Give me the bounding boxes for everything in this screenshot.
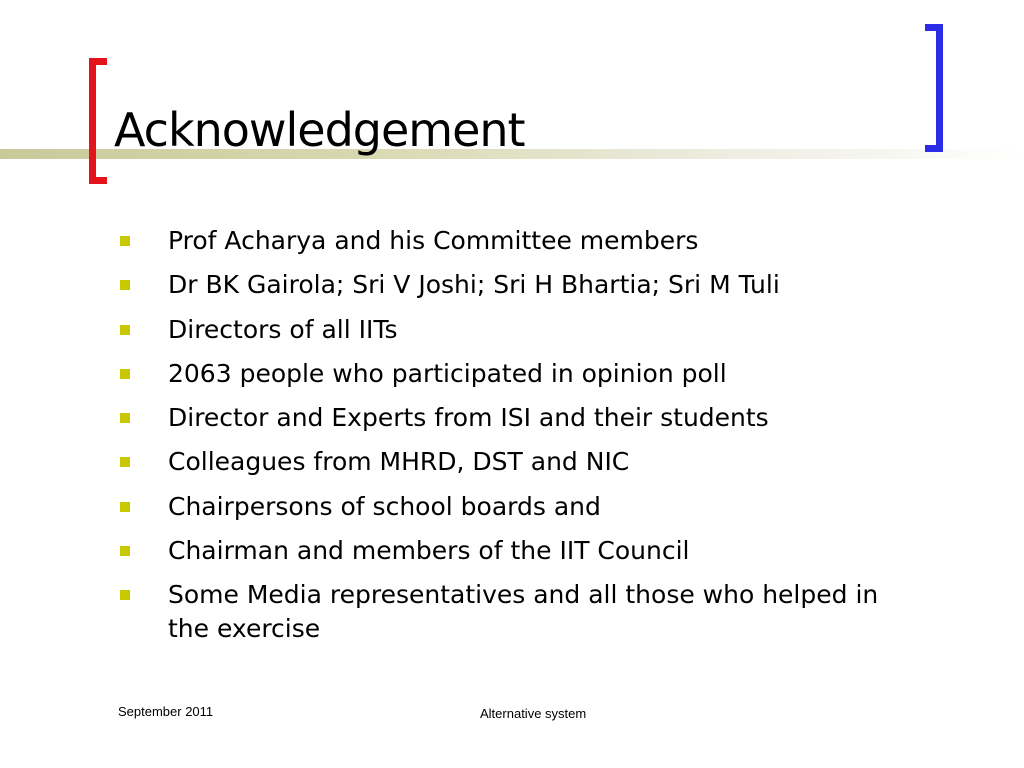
square-bullet-icon (120, 546, 130, 556)
bullet-text: Prof Acharya and his Committee members (168, 226, 699, 255)
square-bullet-icon (120, 457, 130, 467)
bullet-item (118, 268, 918, 302)
bullet-item (118, 534, 918, 568)
square-bullet-icon (120, 413, 130, 423)
slide-title: Acknowledgement (114, 103, 525, 157)
bullet-item (118, 445, 918, 479)
bullet-text: Dr BK Gairola; Sri V Joshi; Sri H Bhartia; Sri M Tuli (168, 270, 780, 300)
bullet-text: Colleagues from MHRD, DST and NIC (168, 447, 630, 477)
square-bullet-icon (120, 280, 130, 290)
bullet-text: 2063 people who participated in opinion poll (168, 358, 727, 388)
square-bullet-icon (120, 502, 130, 512)
bullet-text: Chairman and members of the IIT Council (168, 536, 690, 566)
square-bullet-icon (120, 369, 130, 379)
bullet-item (118, 490, 918, 524)
bullet-text: Director and Experts from ISI and their students (168, 403, 769, 433)
footer-label: Alternative system (480, 706, 587, 721)
bullet-item (118, 313, 918, 347)
bullet-item (118, 224, 918, 258)
left-bracket-decoration (89, 58, 107, 184)
footer-date: September 2011 (118, 704, 214, 719)
bullet-text: Some Media representatives and all those who helped in the exercise (168, 580, 879, 644)
square-bullet-icon (120, 590, 130, 600)
bullet-item (118, 578, 918, 646)
bullet-text: Chairpersons of school boards and (168, 491, 601, 521)
bullet-list (118, 224, 918, 657)
right-bracket-decoration (925, 24, 943, 152)
bullet-text: Directors of all IITs (168, 314, 398, 344)
bullet-item (118, 401, 918, 435)
square-bullet-icon (120, 325, 130, 335)
square-bullet-icon (120, 236, 130, 246)
bullet-item (118, 357, 918, 391)
